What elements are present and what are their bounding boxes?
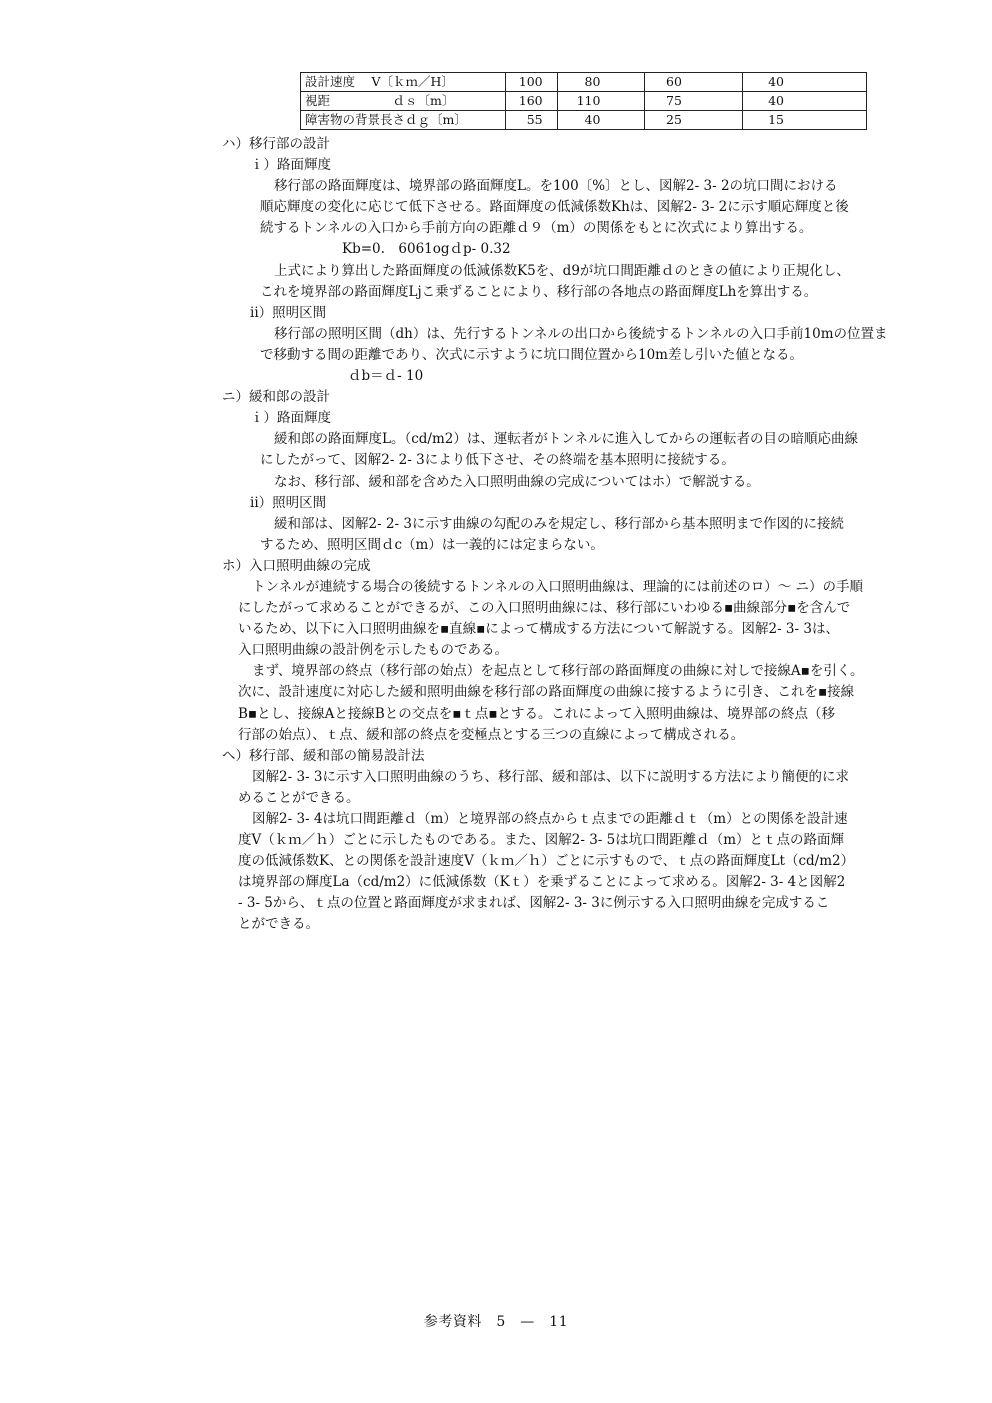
section-heading: ハ）移行部の設計 [222, 136, 330, 152]
table-cell: 55 [506, 111, 558, 130]
paragraph-line: で移動する間の距離であり、次式に示すように坑口間位置から10m差し引いた値となる。 [260, 346, 803, 363]
table-row [301, 111, 867, 130]
design-speed-table-body [301, 73, 867, 130]
paragraph-line: まず、境界部の終点（移行部の始点）を起点として移行部の路面輝度の曲線に対しで接線A▪を引く。 [252, 663, 864, 680]
table-cell: 100 [506, 73, 558, 92]
table-row [301, 73, 867, 92]
section-heading: へ）移行部、緩和部の簡易設計法 [222, 747, 425, 764]
body-text [222, 134, 924, 936]
section-heading: ニ）緩和郎の設計 [222, 389, 330, 406]
paragraph-line: 移行部の路面輝度は、境界部の路面輝度L。を100〔%〕とし、図解2- 3- 2の坑口間における [274, 178, 838, 195]
paragraph-line: 度V（ｋｍ／ｈ）ごとに示したものである。また、図解2- 3- 5は坑口間距離ｄ（m）とｔ点の路面輝 [238, 832, 845, 849]
paragraph-line: 行部の始点）、ｔ点、緩和部の終点を変極点とする三つの直線によって構成される。 [238, 726, 745, 743]
paragraph-line: は境界部の輝度La（cd/m2）に低減係数（Kｔ）を乗ずることによって求める。図解2- 3- 4と図解2 [238, 874, 846, 891]
subsection-heading: ii）照明区間 [250, 494, 327, 511]
paragraph-line: にしたがって求めることができるが、この入口照明曲線には、移行部にいわゆる▪曲線部分▪を含んで [238, 600, 851, 617]
table-cell: 15 [742, 111, 866, 130]
paragraph-line: 順応輝度の変化に応じて低下させる。路面輝度の低減係数Khは、図解2- 3- 2に示す順応輝度と後 [260, 199, 849, 216]
paragraph-line: 緩和部は、図解2- 2- 3に示す曲線の勾配のみを規定し、移行部から基本照明まで作図的に接続 [274, 515, 844, 532]
paragraph-line: 続するトンネルの入口から手前方向の距離ｄ９（m）の関係をもとに次式により算出する。 [260, 220, 813, 237]
page-footer: 参考資料 5 — 11 [423, 1314, 569, 1330]
paragraph-line: 度の低減係数K、との関係を設計速度V（ｋｍ／ｈ）ごとに示すもので、ｔ点の路面輝度Lt（cd/m2） [238, 853, 855, 870]
paragraph-line: 入口照明曲線の設計例を示したものである。 [238, 642, 508, 659]
paragraph-line: いるため、以下に入口照明曲線を▪直線▪によって構成する方法について解説する。図解2- 3- 3は、 [238, 621, 839, 638]
formula: Kb=0. 6061ogｄp- 0.32 [342, 241, 511, 258]
paragraph-line: にしたがって、図解2- 2- 3により低下させ、その終端を基本照明に接続する。 [260, 452, 735, 469]
table-cell: 40 [742, 73, 866, 92]
table-cell: 40 [742, 92, 866, 111]
table-row-label: 視距 ｄｓ〔m〕 [301, 92, 506, 111]
paragraph-line: これを境界部の路面輝度Ljこ乗ずることにより、移行部の各地点の路面輝度Lhを算出する。 [260, 283, 818, 300]
paragraph-line: B▪とし、接線Aと接線Bとの交点を▪ｔ点▪とする。これによって入照明曲線は、境界部の終点（移 [238, 705, 836, 722]
paragraph-line: するため、照明区間ｄc（m）は一義的には定まらない。 [260, 536, 604, 553]
table-cell: 80 [557, 73, 645, 92]
subsection-heading: ｉ）路面輝度 [250, 157, 331, 174]
paragraph-line: とができる。 [238, 916, 319, 933]
table-row-label: 障害物の背景長さｄｇ〔m〕 [301, 111, 506, 130]
table-cell: 75 [645, 92, 743, 111]
subsection-heading: ｉ）路面輝度 [250, 410, 331, 427]
paragraph-line: 次に、設計速度に対応した緩和照明曲線を移行部の路面輝度の曲線に接するように引き、これを▪接線 [238, 684, 855, 701]
table-cell: 60 [645, 73, 743, 92]
paragraph-line: めることができる。 [238, 789, 360, 806]
formula: ｄb＝ｄ- 10 [348, 368, 424, 385]
table-row-label: 設計速度 V〔ｋｍ／H〕 [301, 73, 506, 92]
table-row [301, 92, 867, 111]
table-cell: 110 [557, 92, 645, 111]
subsection-heading: ii）照明区間 [250, 304, 327, 321]
table-cell: 160 [506, 92, 558, 111]
paragraph-line: トンネルが連続する場合の後続するトンネルの入口照明曲線は、理論的には前述のロ）～ ニ）の手順 [252, 578, 863, 595]
paragraph-line: 上式により算出した路面輝度の低減係数K5を、d9が坑口間距離ｄのときの値により正規化し、 [274, 262, 850, 279]
paragraph-line: 図解2- 3- 3に示す入口照明曲線のうち、移行部、緩和部は、以下に説明する方法により簡便的に求 [252, 768, 849, 785]
design-speed-table [300, 72, 867, 130]
paragraph-line: 移行部の照明区間（dh）は、先行するトンネルの出口から後続するトンネルの入口手前10mの位置ま [274, 325, 888, 342]
paragraph-line: 緩和郎の路面輝度L。（cd/m2）は、運転者がトンネルに進入してからの運転者の目の暗順応曲線 [274, 431, 858, 448]
paragraph-line: なお、移行部、緩和部を含めた入口照明曲線の完成についてはホ）で解説する。 [274, 473, 760, 490]
paragraph-line: 図解2- 3- 4は坑口間距離ｄ（m）と境界部の終点からｔ点までの距離ｄｔ（m）との関係を設計速 [252, 811, 848, 827]
section-heading: ホ）入口照明曲線の完成 [222, 557, 371, 574]
table-cell: 25 [645, 111, 743, 130]
paragraph-line: - 3- 5から、ｔ点の位置と路面輝度が求まれば、図解2- 3- 3に例示する入口照明曲線を完成するこ [238, 895, 830, 912]
table-cell: 40 [557, 111, 645, 130]
